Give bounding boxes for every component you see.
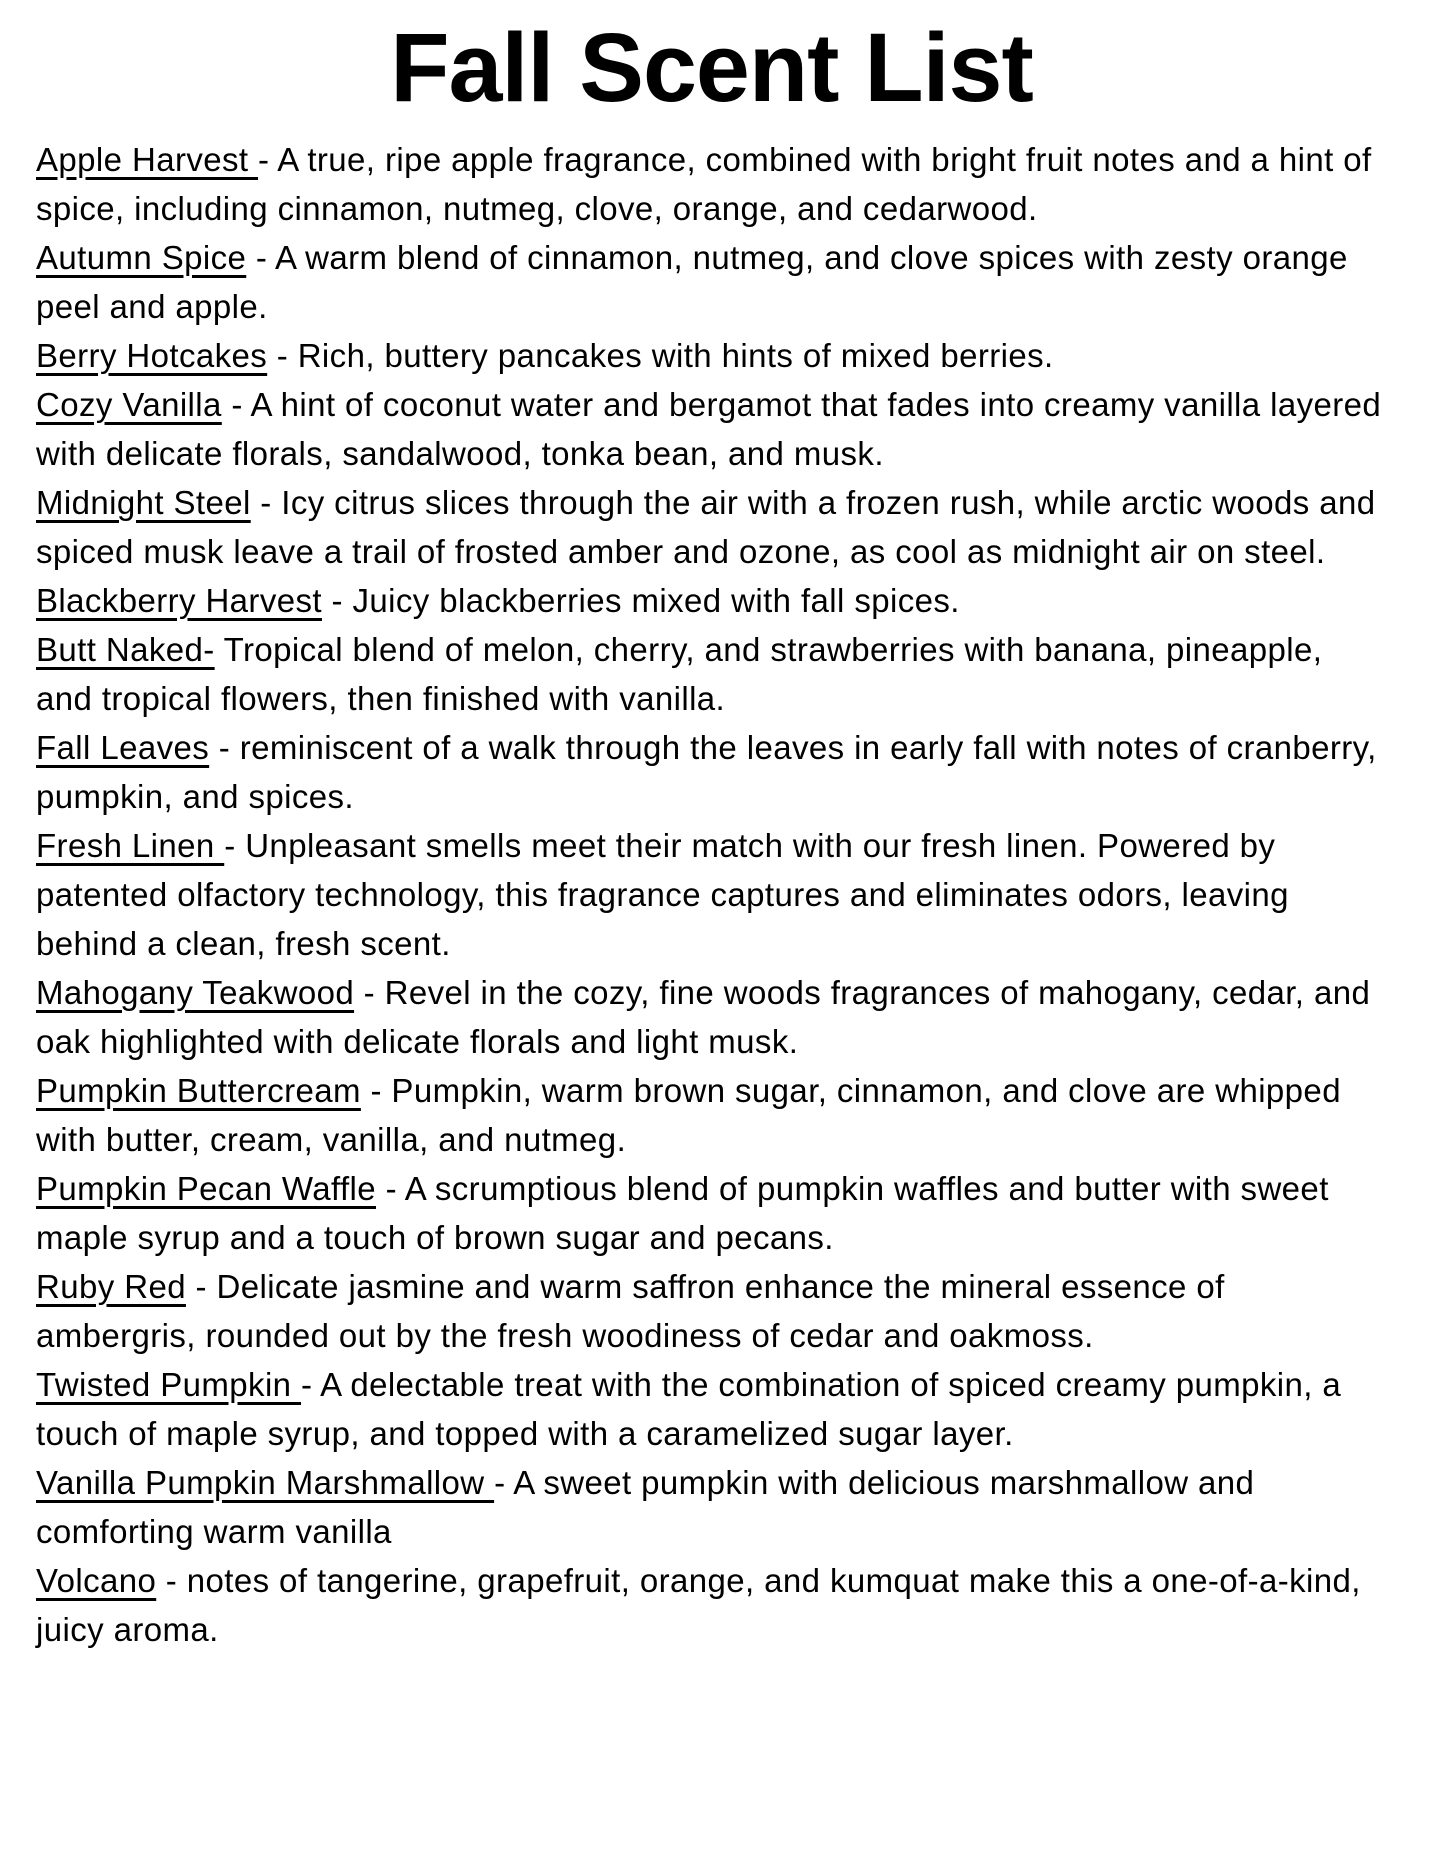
scent-name: Fresh Linen [36, 826, 225, 864]
scent-separator: - [354, 973, 385, 1011]
scent-name: Apple Harvest [36, 140, 259, 178]
scent-entry [36, 625, 1387, 723]
scent-entry [36, 380, 1387, 478]
scent-entry [36, 1164, 1387, 1262]
scent-name: Cozy Vanilla [36, 385, 222, 423]
scent-description: A sweet pumpkin with delicious marshmallow and comforting warm vanilla [36, 1463, 1255, 1550]
scent-entry [36, 1262, 1387, 1360]
scent-entry [36, 1360, 1387, 1458]
scent-description: Juicy blackberries mixed with fall spices. [352, 581, 960, 619]
scent-description: reminiscent of a walk through the leaves in early fall with notes of cranberry, pumpkin, and spices. [36, 728, 1377, 815]
scent-separator: - [250, 483, 282, 521]
scent-name: Fall Leaves [36, 728, 210, 766]
scent-name: Blackberry Harvest [36, 581, 322, 619]
scent-name: Pumpkin Buttercream [36, 1071, 361, 1109]
scent-entry [36, 1066, 1387, 1164]
scent-description: A true, ripe apple fragrance, combined with bright fruit notes and a hint of spice, including cinnamon, nutmeg, clove, orange, and cedarwood. [36, 140, 1372, 227]
scent-description: Unpleasant smells meet their match with our fresh linen. Powered by patented olfactory technology, this fragrance captures and eliminates odors, leaving behind a clean, fresh scent. [36, 826, 1289, 962]
scent-description: Icy citrus slices through the air with a frozen rush, while arctic woods and spiced musk leave a trail of frosted amber and ozone, as cool as midnight air on steel. [36, 483, 1376, 570]
scent-entry [36, 576, 1387, 625]
scent-separator: - [267, 336, 298, 374]
scent-entry [36, 135, 1387, 233]
page-title: Fall Scent List [390, 13, 1033, 122]
scent-name: Mahogany Teakwood [36, 973, 355, 1011]
scent-separator: - [376, 1169, 405, 1207]
scent-separator: - [301, 1365, 321, 1403]
scent-separator: - [221, 385, 251, 423]
scent-entry [36, 331, 1387, 380]
scent-entry [36, 821, 1387, 968]
scent-name: Pumpkin Pecan Waffle [36, 1169, 376, 1207]
scent-name: Twisted Pumpkin [36, 1365, 302, 1403]
scent-separator: - [209, 728, 240, 766]
scent-separator: - [185, 1267, 217, 1305]
scent-separator: - [360, 1071, 392, 1109]
scent-entry [36, 233, 1387, 331]
scent-description: Revel in the cozy, fine woods fragrances of mahogany, cedar, and oak highlighted with delicate florals and light musk. [36, 973, 1371, 1060]
scent-description: Pumpkin, warm brown sugar, cinnamon, and clove are whipped with butter, cream, vanilla, and nutmeg. [36, 1071, 1341, 1158]
scent-name: Butt Naked- [36, 630, 215, 668]
scent-name: Berry Hotcakes [36, 336, 268, 374]
scent-description: Rich, buttery pancakes with hints of mixed berries. [297, 336, 1054, 374]
scent-separator: - [246, 238, 275, 276]
scent-description: Tropical blend of melon, cherry, and strawberries with banana, pineapple, and tropical flowers, then finished with vanilla. [36, 630, 1323, 717]
scent-description: A hint of coconut water and bergamot that fades into creamy vanilla layered with delicate florals, sandalwood, tonka bean, and musk. [36, 385, 1382, 472]
scent-description: Delicate jasmine and warm saffron enhance the mineral essence of ambergris, rounded out by the fresh woodiness of cedar and oakmoss. [36, 1267, 1225, 1354]
scent-entry [36, 968, 1387, 1066]
scent-separator: - [494, 1463, 514, 1501]
scent-description: notes of tangerine, grapefruit, orange, and kumquat make this a one-of-a-kind, juicy aroma. [36, 1561, 1361, 1648]
scent-name: Midnight Steel [36, 483, 251, 521]
scent-separator: - [258, 140, 278, 178]
scent-separator: - [224, 826, 246, 864]
scent-name: Autumn Spice [36, 238, 247, 276]
scent-description: A warm blend of cinnamon, nutmeg, and clove spices with zesty orange peel and apple. [36, 238, 1348, 325]
scent-separator [215, 631, 224, 668]
scent-entry [36, 723, 1387, 821]
scent-description: A scrumptious blend of pumpkin waffles and butter with sweet maple syrup and a touch of brown sugar and pecans. [36, 1169, 1329, 1256]
scent-entry [36, 1458, 1387, 1556]
scent-separator: - [321, 581, 353, 619]
scent-name: Volcano [36, 1561, 157, 1599]
scent-description: A delectable treat with the combination of spiced creamy pumpkin, a touch of maple syrup, and topped with a caramelized sugar layer. [36, 1365, 1342, 1452]
scent-name: Vanilla Pumpkin Marshmallow [36, 1463, 495, 1501]
scent-list [36, 135, 1387, 1654]
scent-entry [36, 1556, 1387, 1654]
scent-entry [36, 478, 1387, 576]
scent-name: Ruby Red [36, 1267, 186, 1305]
scent-separator: - [156, 1561, 187, 1599]
